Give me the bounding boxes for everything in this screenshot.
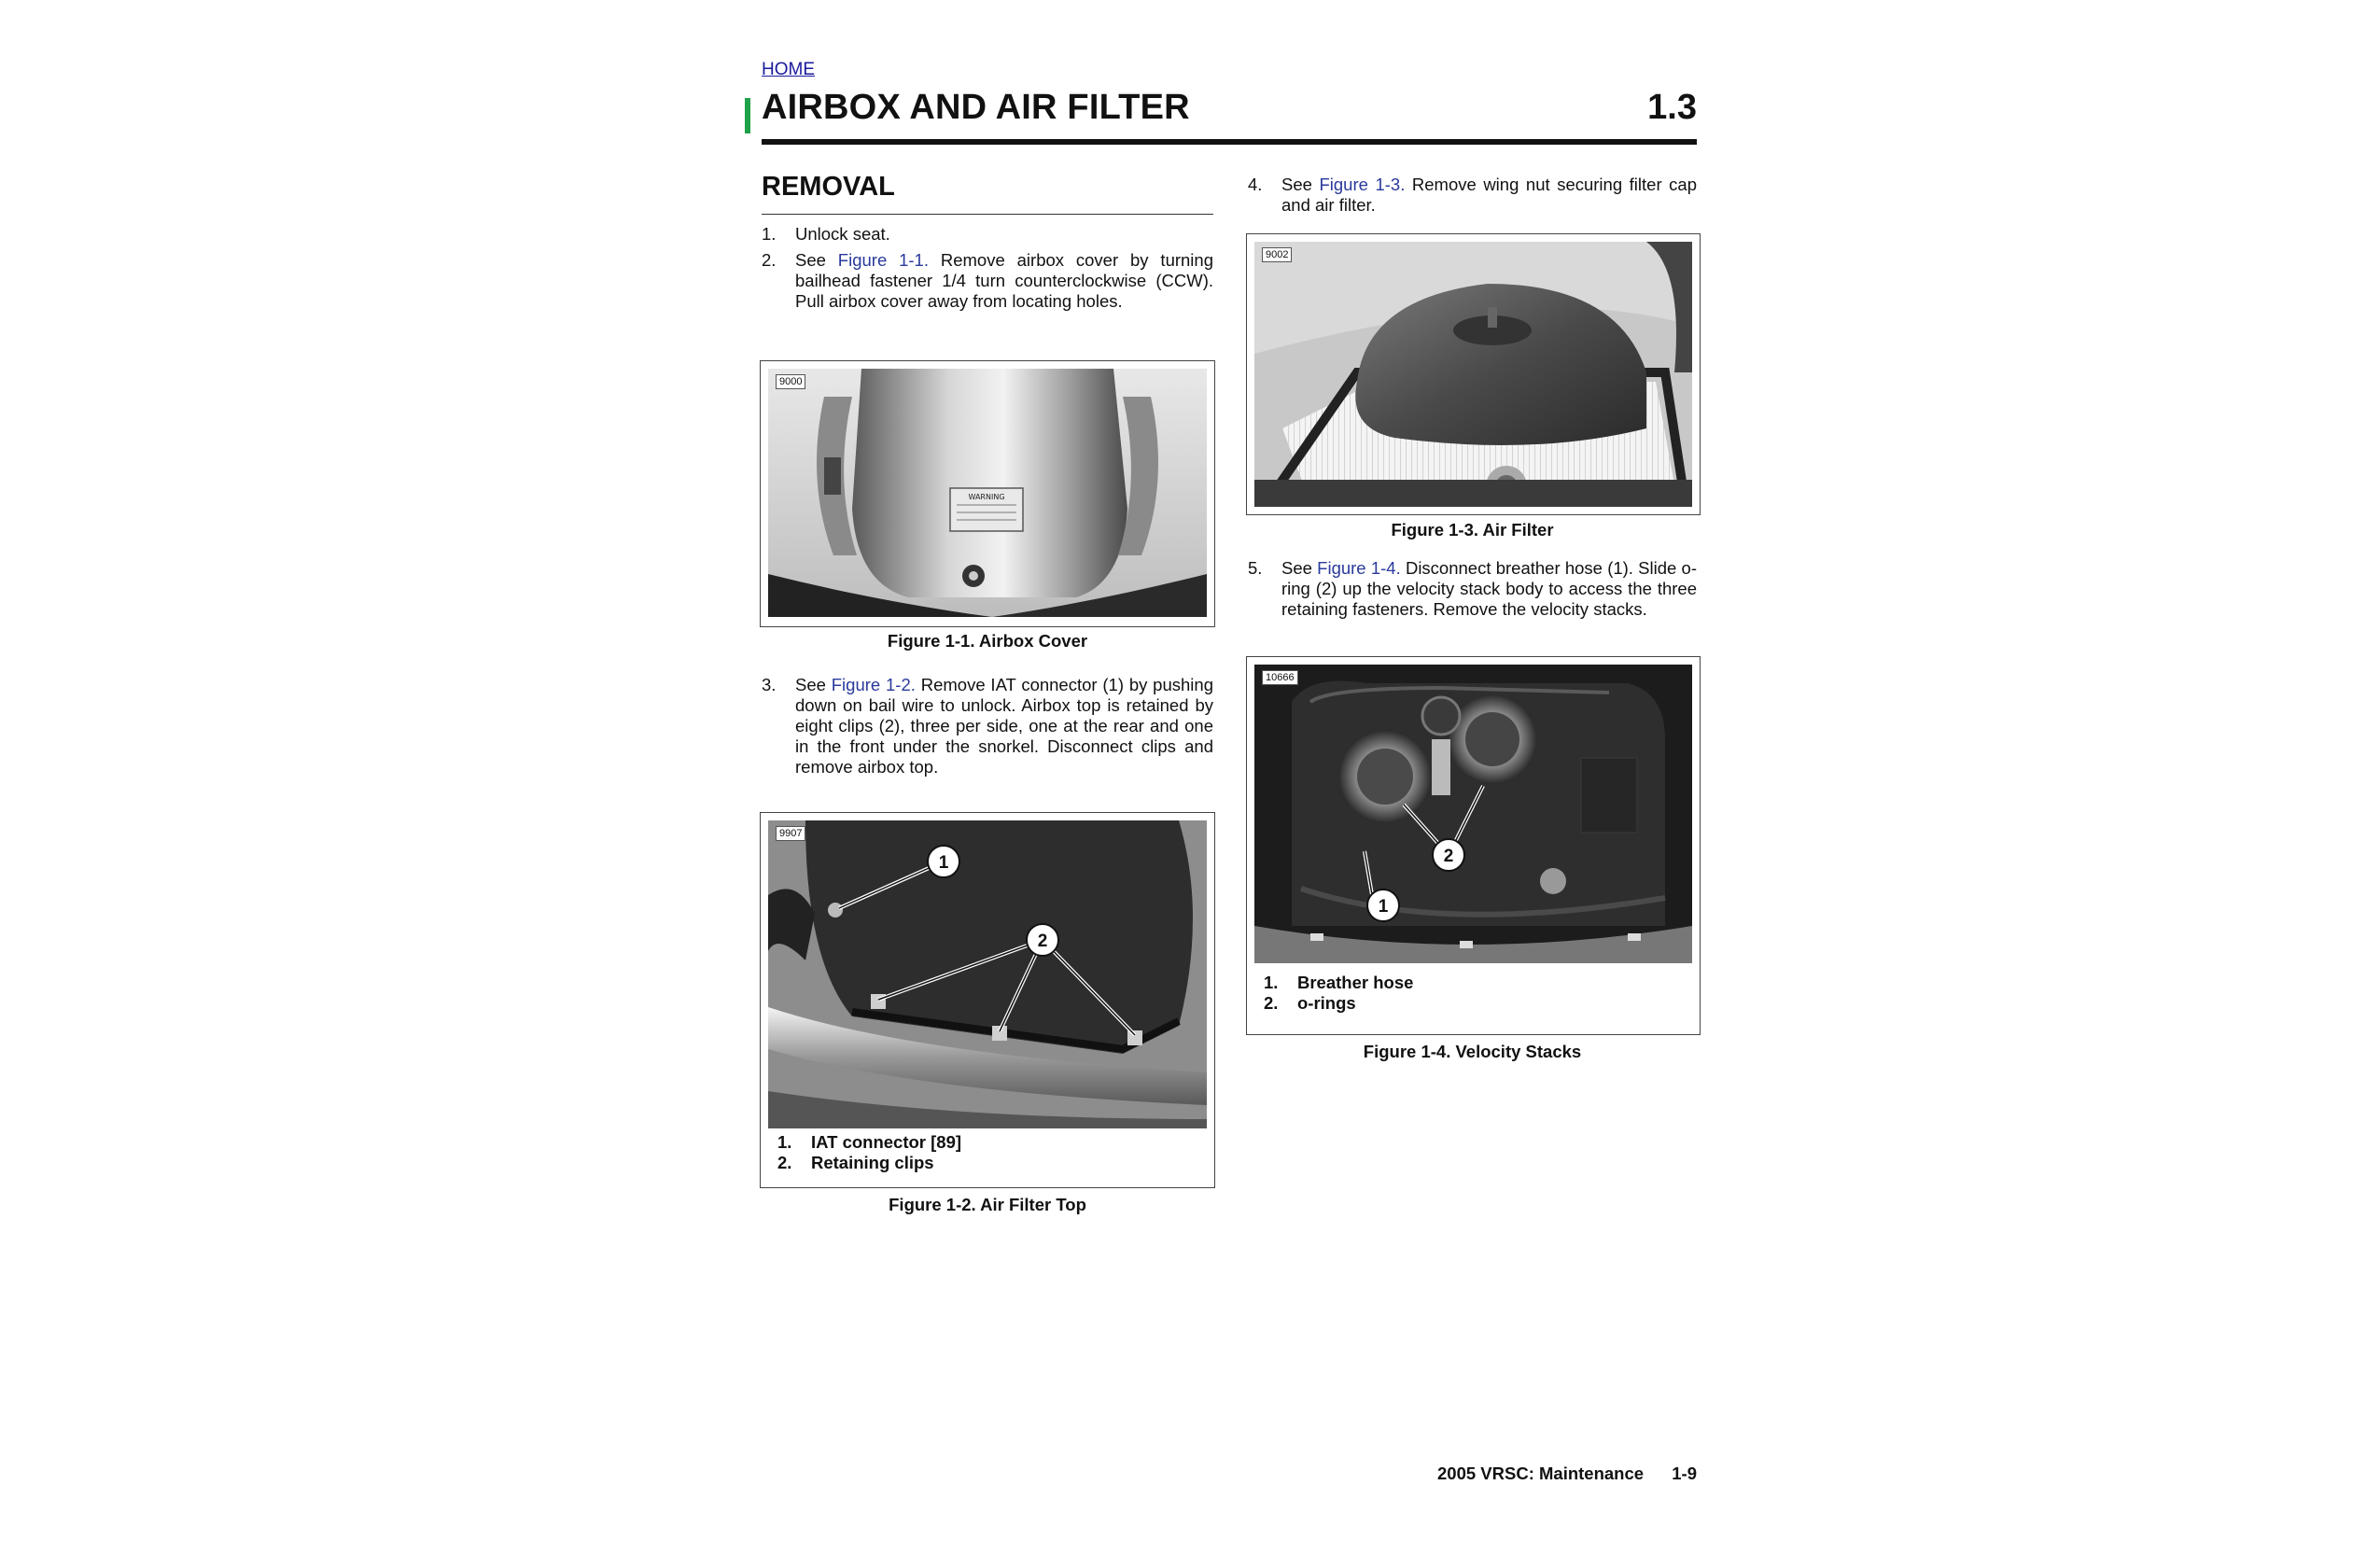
velocity-stacks-photo <box>1254 665 1692 963</box>
step-2 <box>762 250 1213 315</box>
figure-1-4-box <box>1246 656 1701 1035</box>
legend-item <box>777 1153 1188 1173</box>
step-text-post: Remove airbox cover by turning bailhead fastener 1/4 turn counterclockwise (CCW). Pull airbox cover away from locating holes. <box>795 250 1213 311</box>
step-text-post: Remove IAT connector (1) by pushing down on bail wire to unlock. Airbox top is retained by eight clips (2), three per side, one at the rear and one in the front under the snorkel. Disconnect clips and remove airbox top. <box>795 675 1213 777</box>
step-text-pre: See <box>795 250 838 270</box>
figure-1-2-box <box>760 812 1215 1188</box>
legend-text: Breather hose <box>1297 973 1414 992</box>
step-text: Unlock seat. <box>795 224 890 244</box>
removal-divider <box>762 214 1213 215</box>
step-1 <box>762 224 1213 246</box>
legend-number: 2. <box>1264 993 1279 1013</box>
step-number: 2. <box>762 250 777 270</box>
legend-item <box>777 1132 1188 1153</box>
footer-page-number: 1-9 <box>1672 1464 1697 1483</box>
figure-1-4-link[interactable]: Figure 1-4. <box>1317 558 1401 578</box>
figure-1-2-caption: Figure 1-2. Air Filter Top <box>889 1195 1086 1214</box>
section-marker-bar <box>745 98 750 133</box>
figure-1-3-box <box>1246 233 1701 515</box>
step-text <box>795 675 1213 778</box>
figure-tag: 9000 <box>776 374 805 389</box>
removal-heading: REMOVAL <box>762 172 895 202</box>
air-filter-top-photo <box>768 820 1207 1128</box>
legend-number: 1. <box>777 1132 792 1152</box>
step-number: 1. <box>762 224 777 244</box>
callout-1 <box>928 846 959 877</box>
warning-label-text: WARNING <box>968 493 1005 501</box>
step-number: 5. <box>1248 558 1263 578</box>
airbox-cover-photo <box>768 369 1207 617</box>
callout-1 <box>1367 890 1399 921</box>
figure-1-1-caption: Figure 1-1. Airbox Cover <box>887 631 1088 651</box>
legend-item <box>1264 993 1674 1014</box>
legend-item <box>1264 973 1674 993</box>
legend-text: IAT connector [89] <box>811 1132 962 1152</box>
svg-text:2: 2 <box>1037 932 1048 951</box>
figure-tag: 10666 <box>1262 670 1298 685</box>
step-number: 4. <box>1248 175 1263 194</box>
legend-text: Retaining clips <box>811 1153 934 1172</box>
figure-1-3-caption: Figure 1-3. Air Filter <box>1391 520 1554 539</box>
home-link[interactable]: HOME <box>762 60 815 79</box>
step-5 <box>1248 558 1697 623</box>
step-text <box>1281 558 1697 620</box>
svg-text:2: 2 <box>1443 847 1454 866</box>
figure-tag: 9907 <box>776 826 805 841</box>
page-title: AIRBOX AND AIR FILTER <box>762 88 1190 127</box>
step-text <box>1281 175 1697 216</box>
legend-text: o-rings <box>1297 993 1356 1013</box>
step-text <box>795 250 1213 312</box>
step-text-post: Disconnect breather hose (1). Slide o-ring (2) up the velocity stack body to access the three retaining fasteners. Remove the velocity stacks. <box>1281 558 1697 619</box>
figure-1-3-link[interactable]: Figure 1-3. <box>1319 175 1406 194</box>
svg-text:1: 1 <box>1378 897 1389 917</box>
callout-2 <box>1027 924 1058 956</box>
svg-text:1: 1 <box>938 853 949 873</box>
step-text-post: Remove wing nut securing filter cap and air filter. <box>1281 175 1697 215</box>
footer-manual-title: 2005 VRSC: Maintenance <box>1437 1464 1645 1483</box>
step-3 <box>762 675 1213 782</box>
callout-2 <box>1433 839 1464 871</box>
legend-number: 1. <box>1264 973 1279 992</box>
section-number: 1.3 <box>1647 88 1697 127</box>
figure-tag: 9002 <box>1262 247 1292 262</box>
figure-1-1-link[interactable]: Figure 1-1. <box>837 250 929 270</box>
figure-1-1-box <box>760 360 1215 627</box>
air-filter-photo <box>1254 242 1692 507</box>
step-text-pre: See <box>1281 558 1318 578</box>
step-4 <box>1248 175 1697 217</box>
step-number: 3. <box>762 675 777 694</box>
figure-1-4-caption: Figure 1-4. Velocity Stacks <box>1363 1042 1582 1061</box>
step-text-pre: See <box>1281 175 1320 194</box>
title-divider <box>762 139 1697 145</box>
figure-1-2-link[interactable]: Figure 1-2. <box>831 675 916 694</box>
legend-number: 2. <box>777 1153 792 1172</box>
step-text-pre: See <box>795 675 832 694</box>
